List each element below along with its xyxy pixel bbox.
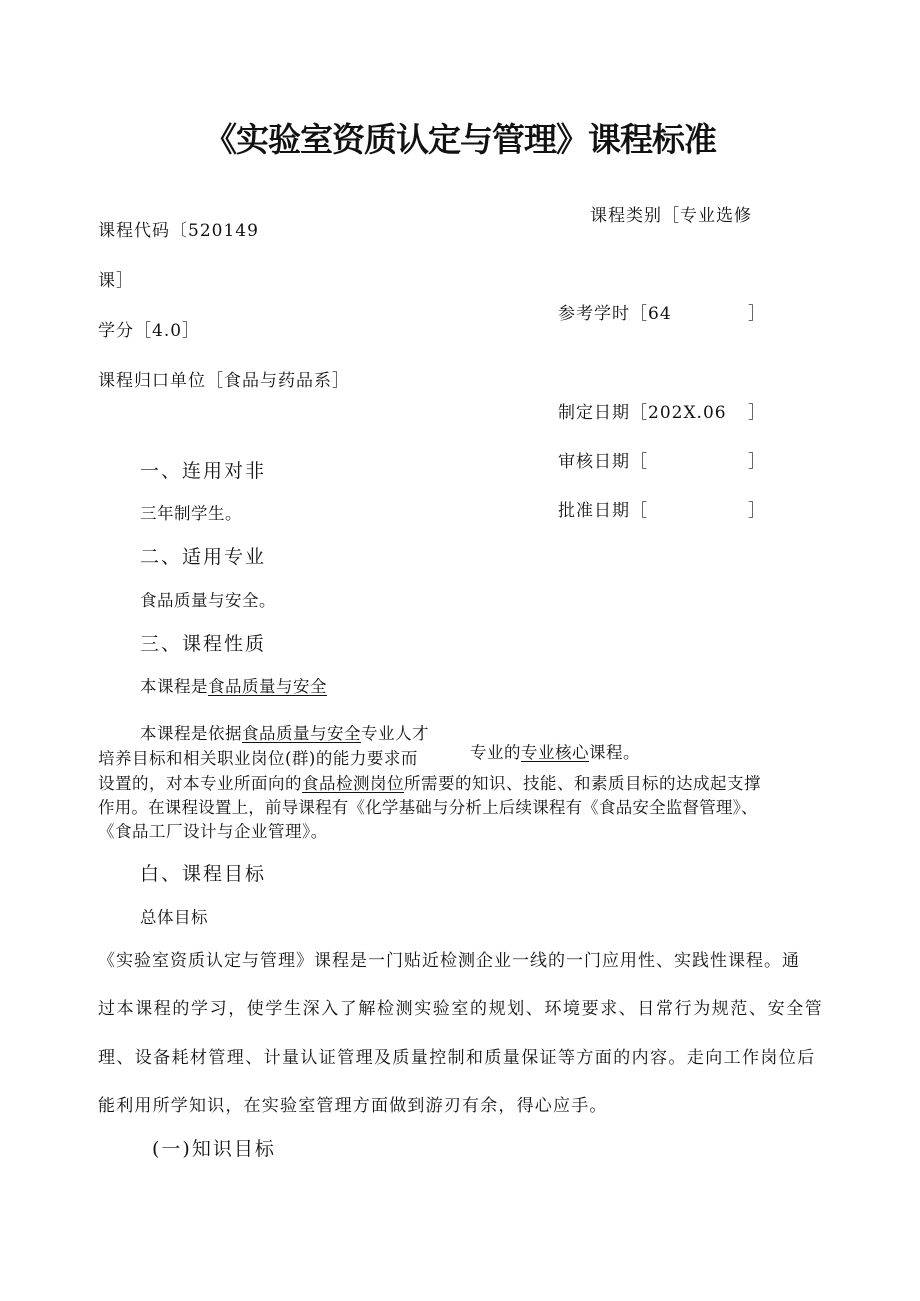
section-text-applicable-major: 食品质量与安全。 [140,591,276,610]
course-nature-line-3-right-prefix: 专业的 [470,743,521,762]
approve-date: 批准日期［ [558,501,648,521]
review-date-close: ］ [748,452,766,472]
course-nature-line-1-prefix: 本课程是 [140,677,208,696]
overall-objective-line-1: 《实验室资质认定与管理》课程是一门贴近检测企业一线的一门应用性、实践性课程。通 [98,951,800,971]
review-date: 审核日期［ [558,452,648,472]
section-text-applicable-students: 三年制学生。 [140,504,242,523]
department: 课程归口单位［食品与药品系］ [98,371,350,391]
reference-hours: 参考学时［64 [558,304,672,324]
course-nature-line-3: 培养目标和相关职业岗位(群)的能力要求而 [98,749,418,768]
course-nature-line-2-suffix: 专业人才 [361,724,429,743]
overall-objective-line-2: 过本课程的学习，使学生深入了解检测实验室的规划、环境要求、日常行为规范、安全管 [98,999,824,1019]
course-nature-line-3-right-suffix: 课程。 [589,743,640,762]
overall-objective-heading: 总体目标 [140,908,208,927]
overall-objective-line-4: 能利用所学知识，在实验室管理方面做到游刃有余，得心应手。 [98,1096,608,1116]
made-date-close: ］ [748,403,766,423]
section-heading-course-nature: 三、课程性质 [140,633,267,655]
reference-hours-close: ］ [748,304,766,324]
course-nature-line-2 [140,720,429,744]
course-code-continuation: 课］ [98,271,134,291]
course-nature-line-4-prefix: 设置的，对本专业所面向的 [98,774,302,793]
overall-objective-line-3: 理、设备耗材管理、计量认证管理及质量控制和质量保证等方面的内容。走向工作岗位后 [98,1048,816,1068]
credits: 学分［4.0］ [98,321,201,341]
course-nature-line-2-major: 食品质量与安全 [242,724,361,743]
approve-date-close: ］ [748,501,766,521]
course-nature-line-6: 《食品工厂设计与企业管理》。 [98,822,328,841]
course-code: 课程代码〔520149 [98,221,259,241]
page-title: 《实验室资质认定与管理》课程标准 [204,120,716,159]
course-category: 课程类别［专业选修 [590,206,752,226]
section-heading-course-objectives: 白、课程目标 [140,863,267,885]
course-nature-line-5: 作用。在课程设置上，前导课程有《化学基础与分析上后续课程有《食品安全监督管理》、 [98,798,758,817]
course-nature-line-3-right [470,739,640,763]
course-nature-line-4-suffix: 所需要的知识、技能、和素质目标的达成起支撑 [404,774,761,793]
course-nature-core-course: 专业核心 [521,743,589,762]
course-nature-line-1-major: 食品质量与安全 [208,677,327,696]
course-nature-line-4-post: 食品检测岗位 [302,774,404,793]
section-heading-applicable-major: 二、适用专业 [140,546,267,568]
section-heading-applicable-students: 一、连用对非 [140,460,267,482]
course-nature-line-2-prefix: 本课程是依据 [140,724,242,743]
course-nature-line-1 [140,673,327,697]
course-nature-line-4 [98,770,761,794]
made-date: 制定日期［202X.06 [558,403,727,423]
knowledge-objective-heading: (一)知识目标 [152,1138,276,1160]
